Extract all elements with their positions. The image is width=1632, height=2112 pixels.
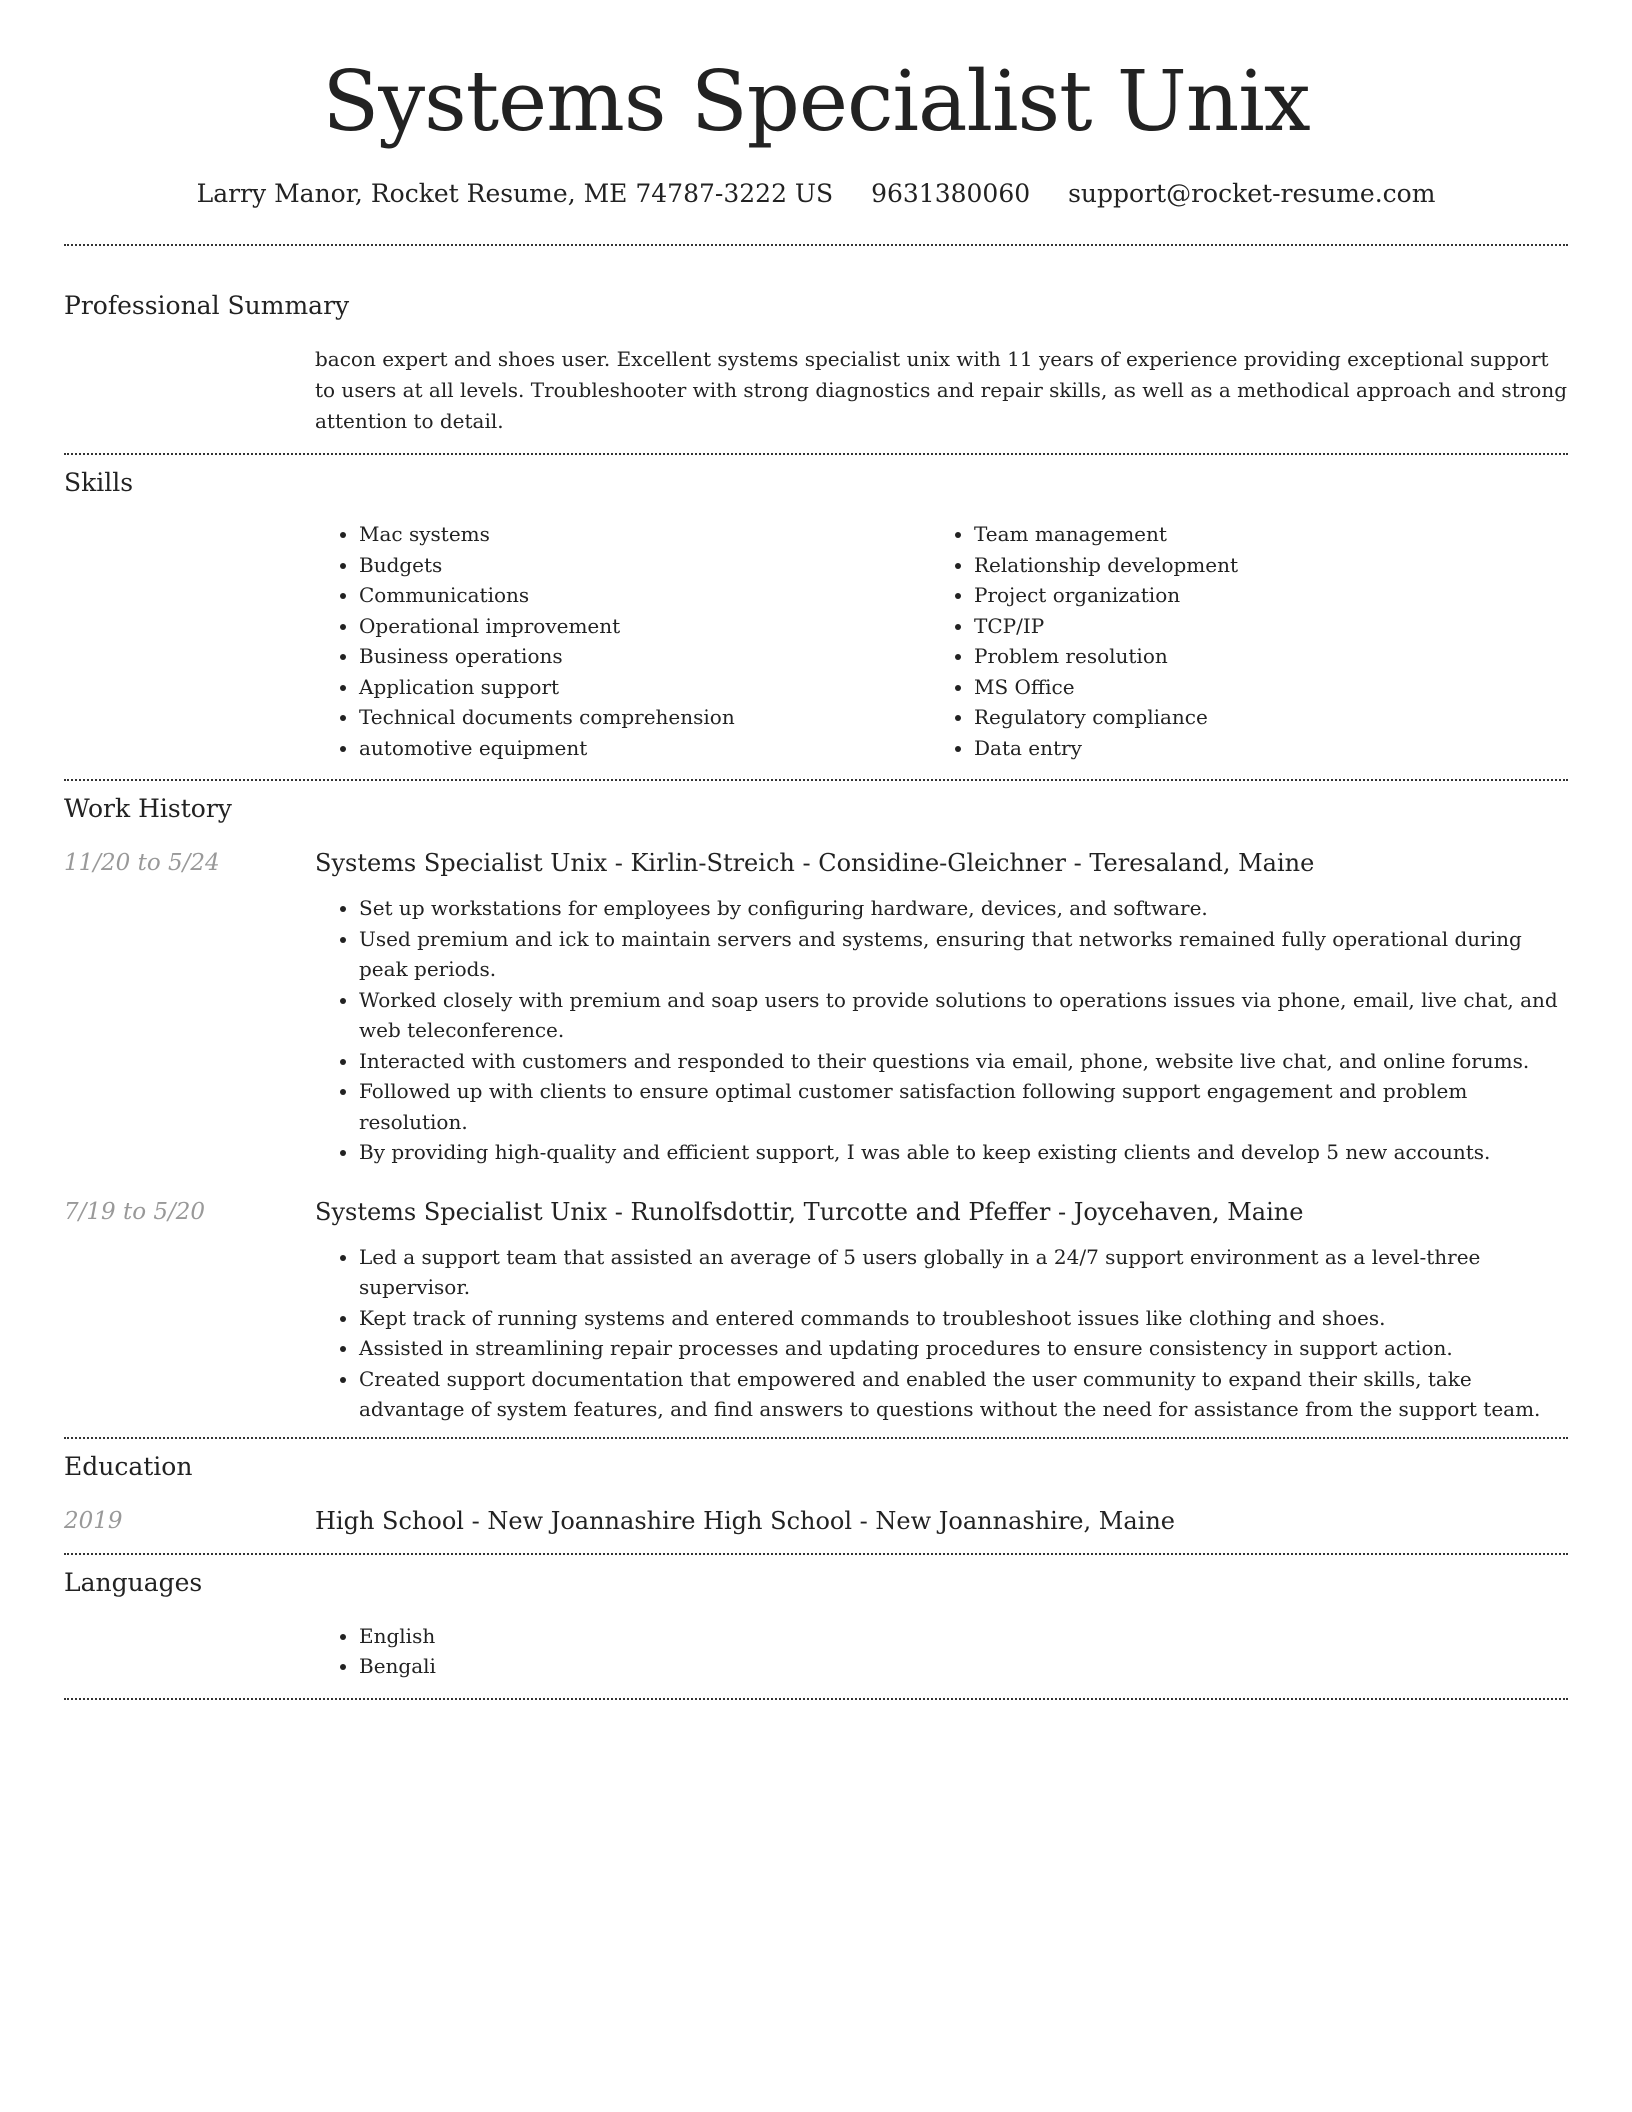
divider bbox=[64, 1698, 1568, 1700]
education-heading: Education bbox=[64, 1451, 193, 1481]
skill-item: • Problem resolution bbox=[974, 641, 1545, 672]
skill-item: • Communications bbox=[359, 580, 930, 611]
job-title: Systems Specialist Unix - Runolfsdottir, Turcotte and Pfeffer - Joycehaven, Maine bbox=[315, 1197, 1304, 1226]
skill-item: • Budgets bbox=[359, 550, 930, 581]
job-bullet: • By providing high-quality and efficient support, I was able to keep existing clients and develop 5 new accounts. bbox=[359, 1137, 1568, 1168]
job-bullet: • Followed up with clients to ensure optimal customer satisfaction following support engagement and problem resolution. bbox=[359, 1076, 1568, 1137]
skill-item: • Technical documents comprehension bbox=[359, 702, 930, 733]
skill-item: • TCP/IP bbox=[974, 611, 1545, 642]
job-bullets bbox=[315, 893, 1568, 1168]
skills-section bbox=[64, 455, 1568, 779]
job-dates: 7/19 to 5/20 bbox=[64, 1198, 206, 1225]
languages-list bbox=[315, 1621, 1568, 1682]
contact-email: support@rocket-resume.com bbox=[1068, 179, 1436, 208]
job-entry bbox=[64, 1194, 1568, 1425]
education-year: 2019 bbox=[64, 1507, 123, 1534]
skill-item: • Regulatory compliance bbox=[974, 702, 1545, 733]
language-item: • Bengali bbox=[359, 1651, 1568, 1682]
job-title: Systems Specialist Unix - Kirlin-Streich - Considine-Gleichner - Teresaland, Maine bbox=[315, 849, 1315, 877]
job-bullet: • Kept track of running systems and entered commands to troubleshoot issues like clothing and shoes. bbox=[359, 1303, 1568, 1334]
job-bullet: • Used premium and ick to maintain servers and systems, ensuring that networks remained fully operational during peak periods. bbox=[359, 924, 1568, 985]
summary-heading: Professional Summary bbox=[64, 291, 350, 320]
skill-item: • Operational improvement bbox=[359, 611, 930, 642]
summary-text: bacon expert and shoes user. Excellent systems specialist unix with 11 years of experience providing exceptional support to users at all levels. Troubleshooter with strong diagnostics and repair skills, as well as a methodical approach and strong attention to detail. bbox=[315, 347, 1568, 433]
contact-address: Larry Manor, Rocket Resume, ME 74787-3222 US bbox=[196, 179, 834, 208]
contact-phone: 9631380060 bbox=[871, 179, 1031, 208]
skill-item: • Relationship development bbox=[974, 550, 1545, 581]
job-dates: 11/20 to 5/24 bbox=[64, 850, 220, 876]
job-bullet: • Led a support team that assisted an average of 5 users globally in a 24/7 support environment as a level-three supervisor. bbox=[359, 1242, 1568, 1303]
skill-item: • MS Office bbox=[974, 672, 1545, 703]
skills-grid bbox=[315, 519, 1568, 763]
skill-item: • Business operations bbox=[359, 641, 930, 672]
job-bullet: • Interacted with customers and responded to their questions via email, phone, website live chat, and online forums. bbox=[359, 1046, 1568, 1077]
job-bullet: • Worked closely with premium and soap users to provide solutions to operations issues via phone, email, live chat, and web teleconference. bbox=[359, 985, 1568, 1046]
resume-title: Systems Specialist Unix bbox=[322, 53, 1310, 150]
job-entry bbox=[64, 845, 1568, 1168]
education-section bbox=[64, 1439, 1568, 1553]
language-item: • English bbox=[359, 1621, 1568, 1652]
education-entry bbox=[64, 1503, 1568, 1539]
skill-item: • Mac systems bbox=[359, 519, 930, 550]
education-title: High School - New Joannashire High School - New Joannashire, Maine bbox=[315, 1506, 1175, 1535]
job-bullets bbox=[315, 1242, 1568, 1425]
work-history-section bbox=[64, 781, 1568, 1437]
languages-heading: Languages bbox=[64, 1567, 203, 1597]
job-bullet: • Assisted in streamlining repair processes and updating procedures to ensure consistency in support action. bbox=[359, 1333, 1568, 1364]
skill-item: • Team management bbox=[974, 519, 1545, 550]
contact-line bbox=[64, 178, 1568, 210]
job-bullet: • Set up workstations for employees by configuring hardware, devices, and software. bbox=[359, 893, 1568, 924]
skill-item: • Data entry bbox=[974, 733, 1545, 764]
skills-column-right bbox=[930, 519, 1545, 763]
skills-heading: Skills bbox=[64, 468, 134, 497]
skill-item: • Application support bbox=[359, 672, 930, 703]
languages-section bbox=[64, 1555, 1568, 1698]
summary-section bbox=[64, 246, 1568, 453]
skill-item: • automotive equipment bbox=[359, 733, 930, 764]
job-bullet: • Created support documentation that empowered and enabled the user community to expand their skills, take advantage of system features, and find answers to questions without the need for assistance from the support team. bbox=[359, 1364, 1568, 1425]
work-history-heading: Work History bbox=[64, 794, 232, 823]
skill-item: • Project organization bbox=[974, 580, 1545, 611]
skills-column-left bbox=[315, 519, 930, 763]
